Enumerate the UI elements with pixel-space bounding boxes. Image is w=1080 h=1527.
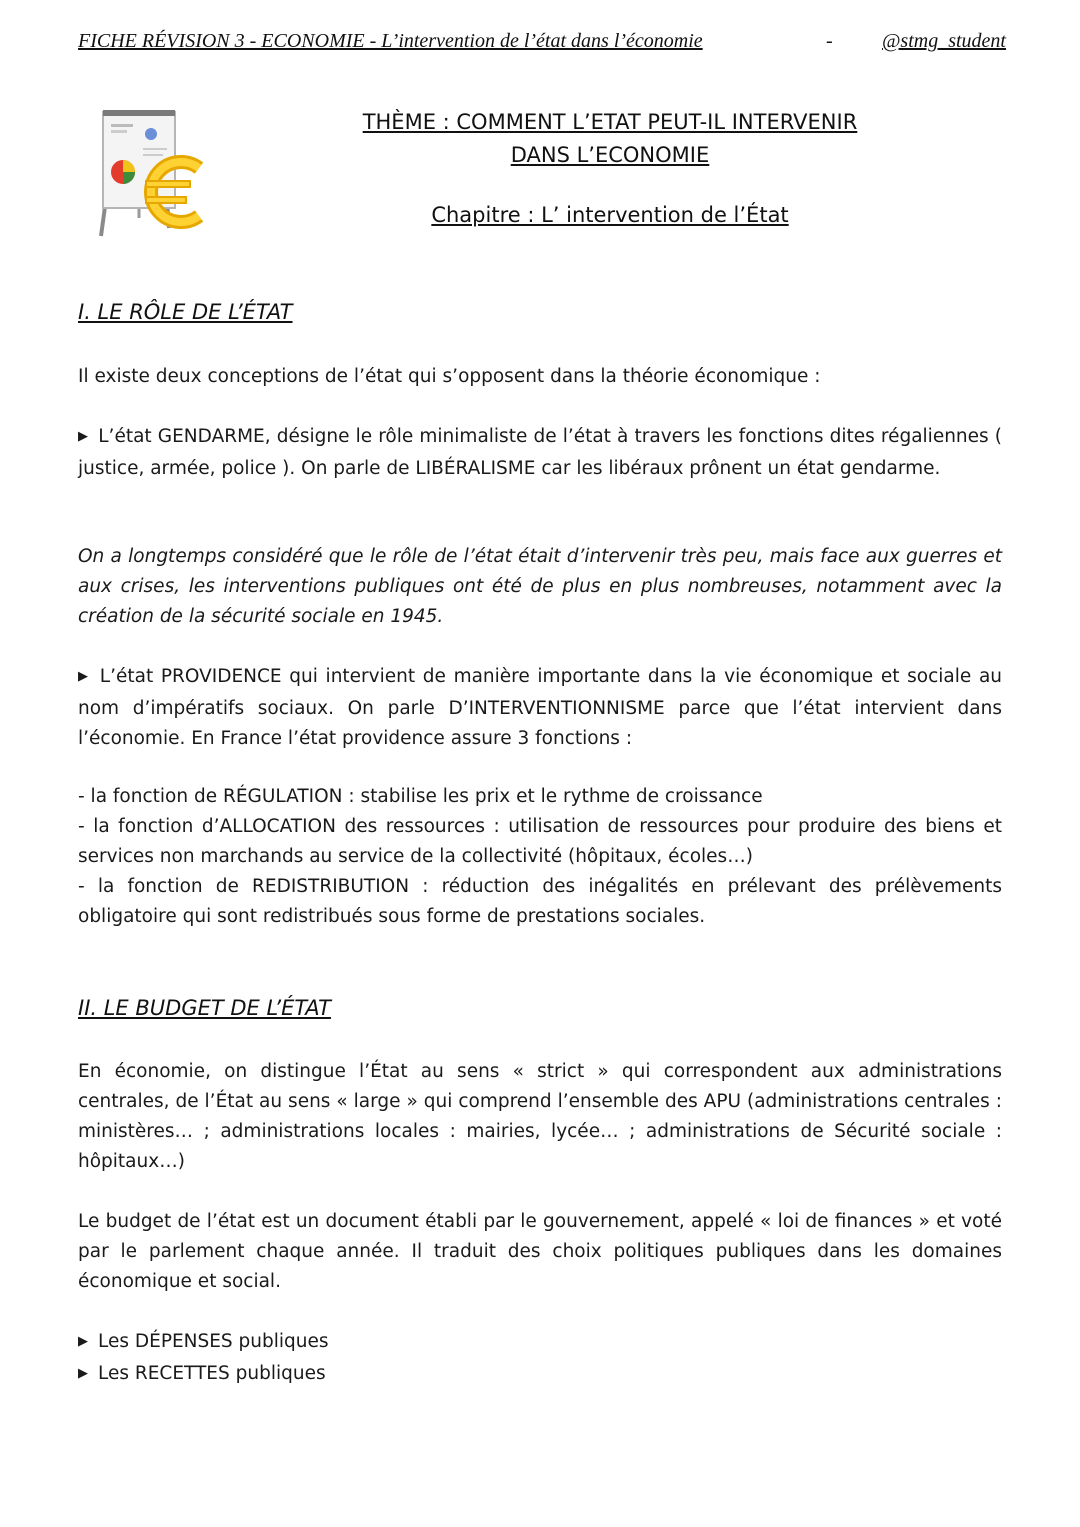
functions-list [78,782,1002,932]
providence-text: L’état PROVIDENCE qui intervient de manière importante dans la vie économique et sociale au nom d’impératifs sociaux. On parle D’INTERVENTIONNISME parce que l’état intervient dans l’économie. En France l’état providence assure 3 fonctions : [78,666,1003,749]
bullet-arrow-icon [78,666,100,687]
italic-note-paragraph: On a longtemps considéré que le rôle de l’état était d’intervenir très peu, mais face aux guerres et aux crises, les interventions publiques ont été de plus en plus nombreuses, notamment avec la création de la sécurité sociale en 1945. [78,546,1002,627]
gendarme-text: L’état GENDARME, désigne le rôle minimaliste de l’état à travers les fonctions dites régaliennes ( justice, armée, police ). On parle de LIBÉRALISME car les libéraux prônent un état gendarme. [78,426,1003,479]
header-handle: @stmg_student [882,30,1006,52]
budget-bullets [78,1327,1002,1391]
header-dash: - [826,30,833,52]
bullet-arrow-icon [78,1363,98,1384]
providence-paragraph [78,662,1002,754]
bullet-arrow-icon [78,1331,98,1352]
state-definition-paragraph: En économie, on distingue l’État au sens « strict » qui correspondent aux administrations centrales, de l’État au sens « large » qui comprend l’ensemble des APU (administrations centrales : ministères… ; administrations locales : mairies, lycée… ; administrations de Sécurité sociale : hôpitaux…) [78,1061,1002,1172]
chapter-heading: Chapitre : L’ intervention de l’État [431,203,789,227]
section-1-intro: Il existe deux conceptions de l’état qui s’opposent dans la théorie économique : [78,366,821,387]
bullet-arrow-icon [78,426,98,447]
gendarme-paragraph [78,422,1002,484]
flipchart-euro-icon [93,108,215,240]
function-redistribution: - la fonction de REDISTRIBUTION : réduction des inégalités en prélevant des prélèvements obligatoire qui sont redistribués sous forme de prestations sociales. [78,876,1002,927]
header-title: FICHE RÉVISION 3 - ECONOMIE - L’intervention de l’état dans l’économie [78,30,703,52]
theme-line-1: THÈME : COMMENT L’ETAT PEUT-IL INTERVENIR [362,110,858,134]
section-1-title: I. LE RÔLE DE L’ÉTAT [78,300,293,324]
bullet-depenses [78,1327,1002,1359]
bullet-recettes [78,1359,1002,1391]
theme-line-2: DANS L’ECONOMIE [510,143,710,167]
function-allocation: - la fonction d’ALLOCATION des ressources : utilisation de ressources pour produire des biens et services non marchands au service de la collectivité (hôpitaux, écoles…) [78,816,1002,867]
theme-heading [330,106,890,172]
bullet-recettes-text: Les RECETTES publiques [98,1363,326,1384]
function-regulation: - la fonction de RÉGULATION : stabilise les prix et le rythme de croissance [78,786,763,807]
budget-paragraph: Le budget de l’état est un document établi par le gouvernement, appelé « loi de finances » et voté par le parlement chaque année. Il traduit des choix politiques publiques dans les domaines économique et social. [78,1211,1002,1292]
page-header [78,30,1006,58]
bullet-depenses-text: Les DÉPENSES publiques [98,1331,329,1352]
section-2-title: II. LE BUDGET DE L’ÉTAT [78,996,331,1020]
